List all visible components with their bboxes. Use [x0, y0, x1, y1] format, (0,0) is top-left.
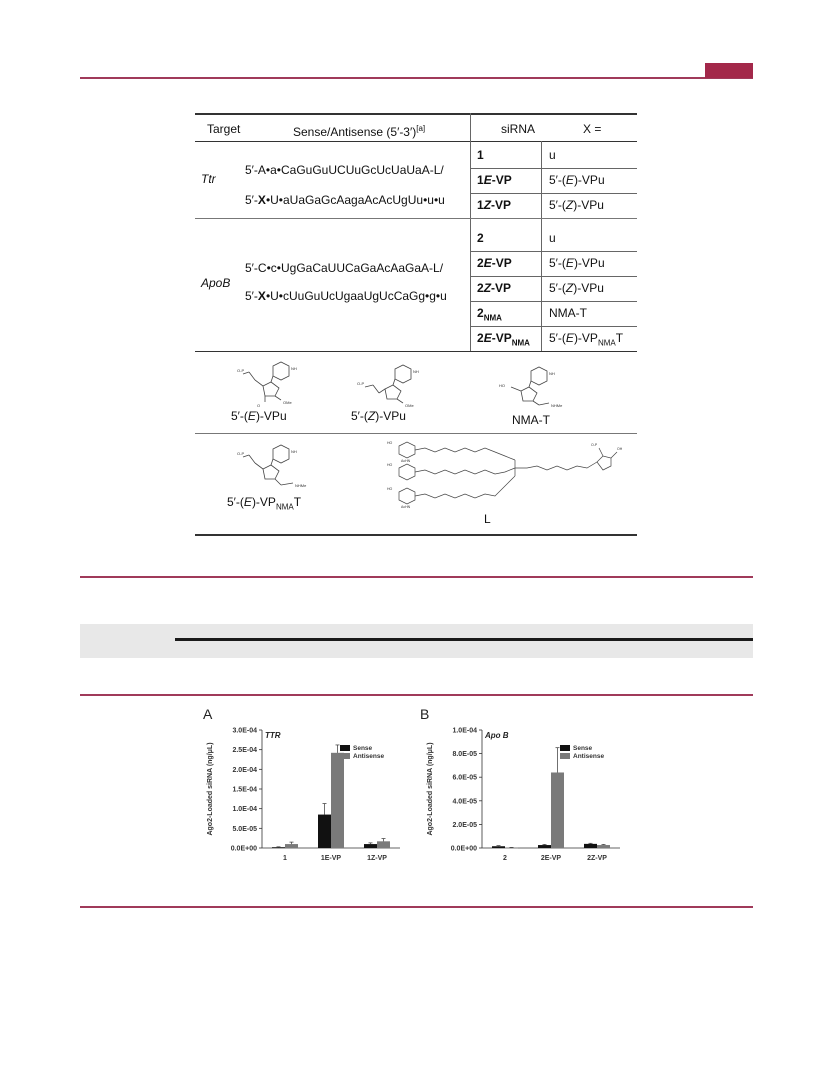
y-tick-label: 2.0E-05	[452, 821, 477, 829]
svg-text:HO: HO	[387, 463, 393, 467]
svg-text:O-P: O-P	[591, 443, 598, 447]
sirna-1z-vp: 1Z-VP	[477, 198, 512, 212]
x-1z-vp: 5′-(Z)-VPu	[549, 198, 604, 212]
sirna-1: 1	[477, 148, 484, 162]
header-bottom-rule	[195, 141, 637, 142]
legend-label: Sense	[573, 745, 593, 752]
x-2e-vpnma: $5'-(E)-VP_{NMA}T$	[549, 331, 624, 348]
bar	[584, 844, 597, 848]
svg-text:NH: NH	[291, 366, 297, 371]
y-axis-label: Ago2-Loaded siRNA (ng/μL)	[427, 742, 434, 836]
y-tick-label: 5.0E-05	[232, 825, 257, 833]
legend-swatch	[560, 745, 570, 751]
legend-swatch	[560, 753, 570, 759]
svg-text:OMe: OMe	[283, 400, 292, 405]
label-l: L	[484, 512, 491, 526]
svg-text:OMe: OMe	[405, 403, 414, 408]
svg-text:AcHN: AcHN	[401, 459, 411, 463]
structure-z-vpu	[355, 363, 435, 413]
chart-ttr	[200, 722, 410, 872]
svg-text:O-P: O-P	[237, 451, 245, 456]
y-axis-label: Ago2-Loaded siRNA (ng/μL)	[207, 742, 214, 836]
bar	[272, 847, 285, 848]
chart-title: Apo B	[485, 731, 509, 740]
sirna-2: 2	[477, 231, 484, 245]
bar	[364, 844, 377, 848]
y-tick-label: 6.0E-05	[452, 774, 477, 782]
bar	[505, 848, 518, 849]
row-divider	[470, 301, 637, 302]
table-top-rule	[195, 113, 637, 115]
sirna-2e-vp: 2E-VP	[477, 256, 512, 270]
x-tick-label: 1	[283, 855, 287, 862]
y-tick-label: 8.0E-05	[452, 751, 477, 759]
header-target: Target	[207, 122, 241, 136]
bar	[492, 846, 505, 848]
svg-text:HO: HO	[387, 487, 393, 491]
target-ttr: Ttr	[201, 172, 216, 186]
bar	[285, 844, 298, 848]
structure-nma-t	[495, 365, 575, 413]
panel-label-a: A	[203, 706, 213, 722]
section-rule-2	[80, 694, 753, 696]
header-sense-antisense: Sense/Antisense (5′-3′)[a]	[293, 124, 426, 139]
y-tick-label: 1.0E-04	[232, 806, 257, 814]
svg-text:NH: NH	[549, 371, 555, 376]
svg-text:AcHN: AcHN	[401, 505, 411, 509]
x-2nma: NMA-T	[549, 306, 587, 320]
y-tick-label: 1.0E-04	[452, 727, 477, 735]
y-tick-label: 1.5E-04	[232, 786, 257, 794]
x-tick-label: 2Z-VP	[587, 855, 607, 862]
ttr-sense: 5′-A•a•CaGuGuUCUuGcUcUaUaA-L/	[245, 163, 444, 177]
row-divider	[470, 193, 637, 194]
section-rule-1	[80, 576, 753, 578]
label-nma-t: NMA-T	[512, 413, 550, 427]
bar	[331, 753, 344, 848]
col-divider-left	[470, 113, 471, 351]
x-2e-vp: 5′-(E)-VPu	[549, 256, 605, 270]
sirna-1e-vp: 1E-VP	[477, 173, 512, 187]
svg-text:O-P: O-P	[237, 368, 245, 373]
y-tick-label: 2.5E-04	[232, 747, 257, 755]
label-z-vpu: 5′-(Z)-VPu	[351, 409, 406, 423]
x-2: u	[549, 231, 556, 245]
group-divider	[195, 218, 637, 219]
label-e-vpnmat: $5'-(E)-VP_{NMA}T$	[227, 495, 302, 512]
structures-divider	[195, 433, 637, 434]
row-divider	[470, 276, 637, 277]
x-tick-label: 1Z-VP	[367, 855, 387, 862]
svg-text:OH: OH	[617, 447, 623, 451]
y-tick-label: 3.0E-04	[232, 727, 257, 735]
chart-title: TTR	[265, 731, 281, 740]
x-tick-label: 1E-VP	[320, 855, 342, 862]
header-x: X =	[583, 122, 602, 136]
target-apob: ApoB	[201, 276, 231, 290]
svg-text:NH: NH	[291, 449, 297, 454]
structure-l	[385, 438, 630, 510]
sirna-2e-vpnma: $2E-VP_{NMA}$	[477, 331, 530, 348]
y-tick-label: 2.0E-04	[232, 766, 257, 774]
x-tick-label: 2	[503, 855, 507, 862]
header-sirna: siRNA	[501, 122, 536, 136]
legend-label: Antisense	[573, 753, 605, 760]
ttr-antisense: 5′-X•U•aUaGaGcAagaAcAcUgUu•u•u	[245, 193, 445, 207]
bar	[597, 845, 610, 848]
bar	[551, 772, 564, 848]
bar	[538, 845, 551, 848]
header-rule	[80, 77, 753, 79]
x-1: u	[549, 148, 556, 162]
section-rule-3	[80, 906, 753, 908]
row-divider	[470, 168, 637, 169]
band-black-rule	[175, 638, 753, 641]
row-divider	[470, 251, 637, 252]
svg-text:NHMe: NHMe	[551, 403, 563, 408]
x-1e-vp: 5′-(E)-VPu	[549, 173, 605, 187]
svg-text:O-P: O-P	[357, 381, 365, 386]
bar	[377, 841, 390, 848]
structures-top-rule	[195, 351, 637, 352]
svg-text:NH: NH	[413, 369, 419, 374]
y-tick-label: 0.0E+00	[230, 845, 257, 853]
row-divider	[470, 326, 637, 327]
col-divider-right	[541, 141, 542, 351]
label-e-vpu: 5′-(E)-VPu	[231, 409, 287, 423]
structure-e-vpnmat	[235, 441, 319, 493]
svg-text:HO: HO	[499, 383, 505, 388]
panel-label-b: B	[420, 706, 430, 722]
y-tick-label: 0.0E+00	[450, 845, 477, 853]
legend-label: Sense	[353, 745, 373, 752]
svg-text:NHMe: NHMe	[295, 483, 307, 488]
apob-antisense: 5′-X•U•cUuGuUcUgaaUgUcCaGg•g•u	[245, 289, 447, 303]
apob-sense: 5′-C•c•UgGaCaUUCaGaAcAaGaA-L/	[245, 261, 444, 275]
svg-text:HO: HO	[387, 441, 393, 445]
y-tick-label: 4.0E-05	[452, 798, 477, 806]
legend-swatch	[340, 745, 350, 751]
svg-text:O: O	[257, 403, 261, 408]
sirna-2z-vp: 2Z-VP	[477, 281, 512, 295]
x-tick-label: 2E-VP	[540, 855, 562, 862]
gray-band	[80, 624, 753, 658]
bar	[318, 815, 331, 848]
structure-e-vpu	[235, 358, 315, 408]
chart-apob	[420, 722, 630, 872]
page-tab-marker	[705, 63, 753, 78]
x-2z-vp: 5′-(Z)-VPu	[549, 281, 604, 295]
legend-label: Antisense	[353, 753, 385, 760]
table-bottom-rule	[195, 534, 637, 536]
sirna-2nma: $2_{NMA}$	[477, 306, 502, 323]
